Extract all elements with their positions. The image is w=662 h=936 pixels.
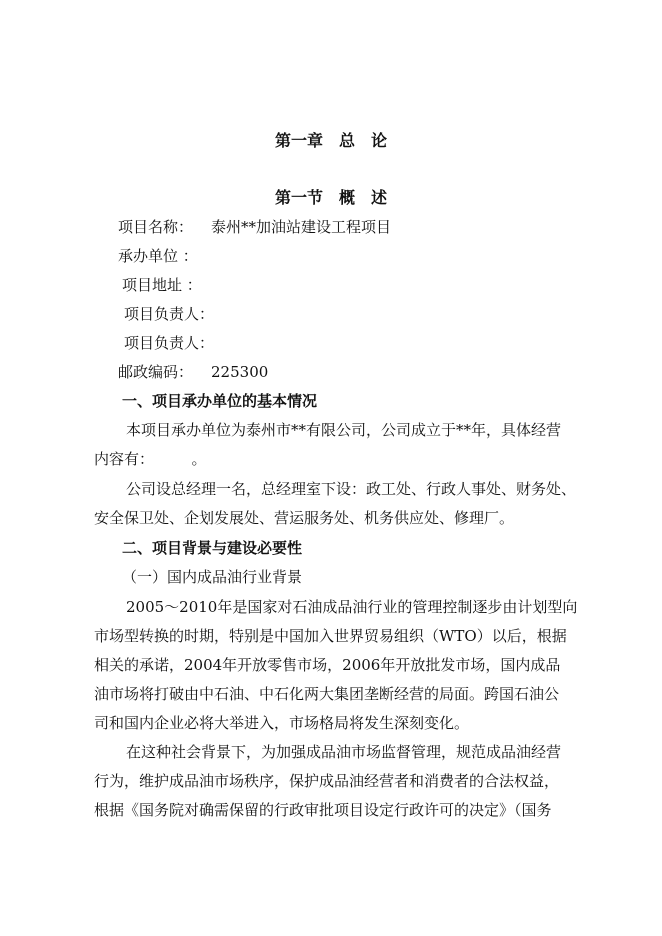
subheading-industry-background: （一）国内成品油行业背景: [122, 568, 303, 586]
section-title: 第一节 概 述: [274, 188, 387, 207]
paragraph-line: 油市场将打破由中石油、中石化两大集团垄断经营的局面。跨国石油公: [94, 685, 560, 703]
heading-background: 二、项目背景与建设必要性: [122, 539, 303, 557]
field-organizer: [118, 246, 198, 266]
chapter-title: 第一章 总 论: [274, 131, 387, 150]
paragraph-line: 行为，维护成品油市场秩序，保护成品油经营者和消费者的合法权益，: [94, 772, 560, 790]
field-project-leader-2: [124, 333, 214, 353]
paragraph-line: 本项目承办单位为泰州市**有限公司，公司成立于**年，具体经营: [126, 421, 562, 439]
paragraph-line: 在这种社会背景下，为加强成品油市场监督管理，规范成品油经营: [126, 743, 562, 761]
field-postal-code: [118, 362, 268, 382]
paragraph-line: 市场型转换的时期，特别是中国加入世界贸易组织（WTO）以后，根据: [94, 627, 567, 645]
field-value: 泰州**加油站建设工程项目: [211, 218, 392, 236]
paragraph-line: 内容有： 。: [94, 450, 207, 468]
paragraph-line: 根据《国务院对确需保留的行政审批项目设定行政许可的决定》（国务: [94, 801, 552, 819]
field-label: 项目负责人：: [124, 305, 215, 323]
field-project-name: [118, 217, 391, 237]
field-project-leader: [124, 304, 214, 324]
field-label: 项目名称：: [118, 218, 194, 236]
field-label: 项目负责人：: [124, 334, 215, 352]
paragraph-line: 公司设总经理一名，总经理室下设：政工处、行政人事处、财务处、: [126, 480, 577, 498]
field-address: [122, 275, 202, 295]
field-label: 邮政编码：: [118, 363, 194, 381]
paragraph-line: 安全保卫处、企划发展处、营运服务处、机务供应处、修理厂。: [94, 509, 515, 527]
field-value: 225300: [211, 363, 269, 381]
field-label: 项目地址 ：: [122, 276, 202, 294]
paragraph-line: 2005～2010年是国家对石油成品油行业的管理控制逐步由计划型向: [126, 598, 578, 616]
paragraph-line: 司和国内企业必将大举进入，市场格局将发生深刻变化。: [94, 714, 470, 732]
heading-organizer-info: 一、项目承办单位的基本情况: [122, 392, 318, 410]
field-label: 承办单位 ：: [118, 247, 198, 265]
paragraph-line: 相关的承诺，2004年开放零售市场，2006年开放批发市场，国内成品: [94, 656, 561, 674]
